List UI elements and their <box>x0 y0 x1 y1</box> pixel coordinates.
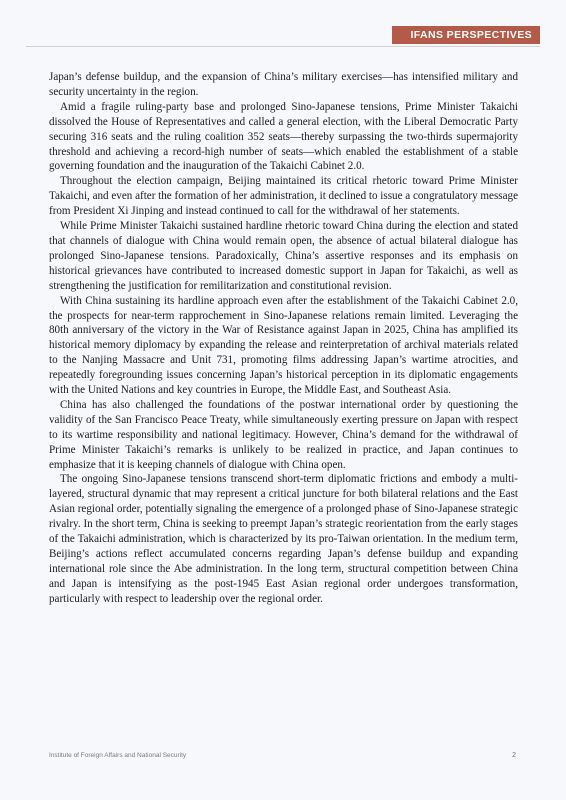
paragraph-1: Japan’s defense buildup, and the expansion of China’s military exercises—has intensified military and security uncertainty in the region. <box>49 71 518 98</box>
series-banner: IFANS PERSPECTIVES <box>392 26 540 44</box>
paragraph-5: With China sustaining its hardline approach even after the establishment of the Takaichi Cabinet 2.0, the prospects for near-term rapprochement in Sino-Japanese relations remain limited. Leveraging the 80th anniversary of the victory in the War of Resistance against Japan in 2025, China has amplified its historical memory diplomacy by expanding the release and reinterpretation of archival materials related to the Nanjing Massacre and Unit 731, promoting films addressing Japan’s wartime atrocities, and repeatedly foregrounding issues concerning Japan’s historical perception in its diplomatic engagements with the United Nations and key countries in Europe, the Middle East, and Southeast Asia. <box>49 294 518 397</box>
body-text <box>49 70 518 607</box>
paragraph-7: The ongoing Sino-Japanese tensions transcend short-term diplomatic frictions and embody a multi-layered, structural dynamic that may represent a critical juncture for both bilateral relations and the East Asian regional order, potentially signaling the emergence of a prolonged phase of Sino-Japanese strategic rivalry. In the short term, China is seeking to preempt Japan’s strategic reorientation from the early stages of the Takaichi administration, which is characterized by its pro-Taiwan orientation. In the medium term, Beijing’s actions reflect accumulated concerns regarding Japan’s defense buildup and expanding international role since the Abe administration. In the long term, structural competition between China and Japan is intensifying as the post-1945 East Asian regional order undergoes transformation, particularly with respect to leadership over the regional order. <box>49 473 518 605</box>
page-number: 2 <box>512 752 516 759</box>
paragraph-3: Throughout the election campaign, Beijing maintained its critical rhetoric toward Prime Minister Takaichi, and even after the formation of her administration, it declined to issue a congratulatory message from President Xi Jinping and instead continued to call for the withdrawal of her statements. <box>49 175 519 218</box>
header-rule <box>26 46 540 47</box>
footer-institute: Institute of Foreign Affairs and National Security <box>49 752 187 759</box>
paragraph-6: China has also challenged the foundations of the postwar international order by questioning the validity of the San Francisco Peace Treaty, while simultaneously exerting pressure on Japan with respect to its wartime responsibility and national legitimacy. However, China’s demand for the withdrawal of Prime Minister Takaichi’s remarks is unlikely to be realized in practice, and Japan continues to emphasize that it is keeping channels of dialogue with China open. <box>49 398 518 471</box>
paragraph-2: Amid a fragile ruling-party base and prolonged Sino-Japanese tensions, Prime Minister Takaichi dissolved the House of Representatives and called a general election, with the Liberal Democratic Party securing 316 seats and the ruling coalition 352 seats—thereby surpassing the two-thirds supermajority threshold and achieving a record-high number of seats—which enabled the establishment of a stable governing foundation and the inauguration of the Takaichi Cabinet 2.0. <box>49 100 518 173</box>
paragraph-4: While Prime Minister Takaichi sustained hardline rhetoric toward China during the election and stated that channels of dialogue with China would remain open, the absence of actual bilateral dialogue has prolonged Sino-Japanese tensions. Paradoxically, China’s assertive responses and its emphasis on historical grievances have contributed to increased domestic support in Japan for Takaichi, as well as strengthening the justification for remilitarization and constitutional revision. <box>49 220 518 292</box>
